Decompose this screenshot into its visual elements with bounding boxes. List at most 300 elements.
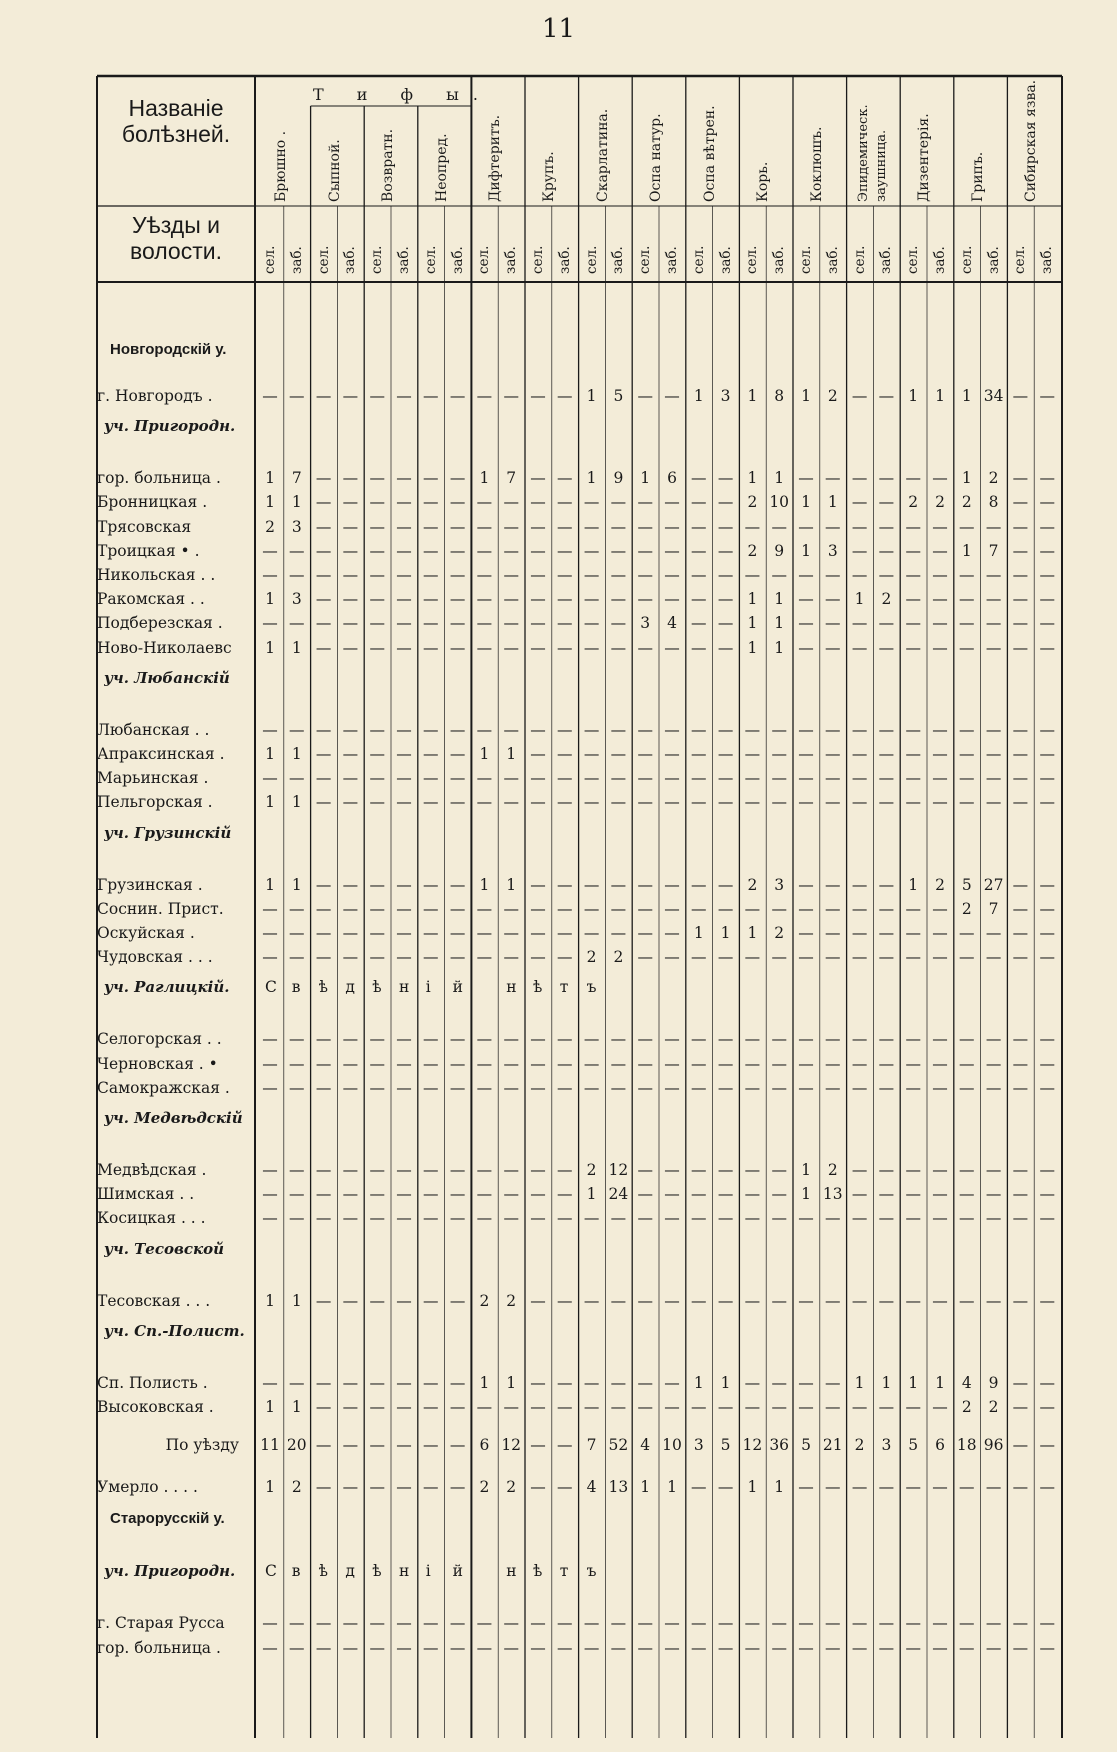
table-cell: —	[610, 1054, 627, 1073]
table-cell: —	[691, 1054, 707, 1073]
table-cell: —	[1039, 541, 1055, 560]
table-cell: —	[664, 638, 680, 657]
table-cell: —	[664, 590, 680, 609]
table-cell: —	[342, 493, 359, 512]
table-cell: —	[851, 517, 868, 536]
table-cell: —	[798, 924, 814, 942]
table-cell: —	[985, 1478, 1002, 1497]
table-cell: —	[289, 614, 305, 633]
table-cell: —	[557, 745, 573, 763]
row-label: Черновская . •	[97, 1054, 218, 1073]
row-label: Соснин. Прист.	[97, 899, 224, 918]
table-cell: 10	[662, 1436, 682, 1455]
table-cell: —	[423, 541, 439, 560]
table-cell: —	[664, 899, 680, 918]
table-cell: 7	[988, 899, 999, 918]
table-cell: —	[423, 899, 439, 918]
table-cell: —	[959, 793, 975, 812]
table-cell: —	[342, 720, 359, 739]
table-cell: —	[342, 638, 359, 657]
table-cell: —	[530, 469, 546, 488]
table-cell: —	[262, 720, 278, 739]
table-cell: —	[503, 720, 519, 739]
table-cell: —	[557, 769, 573, 788]
table-cell: —	[262, 1614, 278, 1633]
table-cell: —	[959, 1185, 975, 1204]
table-cell: —	[342, 387, 359, 405]
table-cell: —	[557, 1161, 573, 1179]
table-cell: —	[798, 1614, 814, 1633]
table-cell: —	[717, 948, 734, 967]
table-cell: —	[530, 924, 546, 942]
table-cell: —	[610, 1291, 627, 1310]
table-cell: —	[530, 1291, 546, 1310]
table-cell: —	[503, 769, 519, 788]
table-cell: 27	[983, 875, 1004, 894]
table-cell: 1	[265, 745, 275, 763]
table-cell: —	[637, 1291, 653, 1310]
table-cell: —	[503, 566, 519, 584]
table-cell: —	[798, 1209, 814, 1228]
table-cell: —	[557, 1185, 573, 1204]
table-cell: —	[932, 1030, 948, 1049]
table-cell: 7	[506, 469, 517, 488]
subcol-header-sel: сел.	[958, 245, 975, 274]
table-cell: —	[932, 720, 948, 739]
table-cell: —	[851, 1398, 868, 1416]
table-cell: 1	[774, 638, 785, 657]
table-cell: —	[905, 1614, 921, 1633]
table-cell: 8	[988, 493, 999, 512]
table-cell: 2	[961, 493, 972, 512]
table-cell: —	[959, 720, 975, 739]
table-cell: —	[396, 541, 412, 560]
table-cell: —	[878, 566, 895, 584]
table-cell: —	[557, 590, 573, 609]
table-cell: —	[315, 1373, 332, 1392]
table-cell: —	[985, 590, 1002, 609]
table-cell: —	[557, 566, 573, 584]
table-cell: —	[771, 1373, 787, 1392]
table-cell: —	[530, 566, 546, 584]
table-cell: —	[369, 1638, 385, 1657]
table-cell: —	[369, 387, 385, 405]
table-cell: —	[691, 1161, 707, 1179]
table-cell: —	[449, 1614, 466, 1633]
table-cell: —	[315, 590, 332, 609]
table-cell: —	[557, 720, 573, 739]
table-cell: —	[905, 1078, 921, 1097]
table-cell: —	[691, 899, 707, 918]
table-cell: —	[878, 875, 895, 894]
no-data-banner-letter: ѣ	[533, 1562, 543, 1581]
table-cell: —	[664, 1614, 680, 1633]
table-cell: —	[825, 638, 841, 657]
table-cell: —	[798, 769, 814, 788]
table-cell: —	[905, 1209, 921, 1228]
table-cell: 3	[693, 1436, 704, 1455]
subcol-header-zab: заб.	[771, 246, 788, 274]
table-cell: —	[583, 1209, 600, 1228]
table-cell: —	[1039, 1614, 1055, 1633]
table-cell: —	[369, 614, 385, 633]
subcol-header-zab: заб.	[824, 246, 841, 274]
table-cell: —	[664, 769, 680, 788]
no-data-banner-letter: С	[265, 1562, 277, 1581]
table-cell: —	[342, 948, 359, 967]
table-cell: —	[476, 493, 493, 512]
table-cell: 2	[881, 590, 892, 609]
table-cell: —	[449, 793, 466, 812]
table-cell: —	[717, 875, 734, 894]
section-heading: уч. Медвѣдскій	[104, 1109, 243, 1127]
no-data-banner-letter: н	[506, 978, 517, 997]
table-cell: —	[851, 1291, 868, 1310]
table-cell: —	[530, 614, 546, 633]
table-cell: —	[878, 614, 895, 633]
table-cell: —	[637, 769, 653, 788]
table-cell: —	[717, 769, 734, 788]
table-cell: —	[1039, 1209, 1055, 1228]
table-cell: 1	[291, 1291, 302, 1310]
subcol-header-zab: заб.	[717, 246, 734, 274]
table-cell: —	[530, 875, 546, 894]
table-cell: —	[664, 1030, 680, 1049]
table-cell: 5	[613, 387, 624, 405]
table-cell: —	[905, 517, 921, 536]
table-cell: —	[476, 769, 493, 788]
table-cell: —	[744, 1161, 761, 1179]
row-label: Шимская . .	[97, 1185, 195, 1204]
subcol-header-zab: заб.	[878, 246, 895, 274]
table-cell: 96	[983, 1436, 1004, 1455]
no-data-banner-letter: С	[265, 978, 277, 997]
table-cell: —	[583, 875, 600, 894]
no-data-banner-letter: д	[345, 978, 355, 997]
table-cell: —	[1039, 1398, 1055, 1416]
table-cell: —	[985, 948, 1002, 967]
table-cell: —	[985, 1614, 1002, 1633]
table-cell: —	[476, 1030, 493, 1049]
total-row-label: По уѣзду	[165, 1436, 239, 1455]
table-cell: —	[691, 517, 707, 536]
disease-header: Дифтеритъ.	[487, 114, 504, 202]
table-cell: —	[959, 924, 975, 942]
table-cell: 2	[506, 1478, 517, 1497]
section-heading: уч. Пригородн.	[104, 1562, 236, 1581]
table-cell: —	[342, 541, 359, 560]
table-cell: 6	[479, 1436, 490, 1455]
table-cell: —	[1039, 493, 1055, 512]
table-cell: 1	[586, 1185, 597, 1204]
table-cell: —	[610, 566, 627, 584]
no-data-banner-letter: і	[425, 978, 431, 997]
table-cell: —	[717, 1054, 734, 1073]
table-cell: —	[985, 614, 1002, 633]
disease-header: Сибирская язва.	[1023, 79, 1040, 202]
table-cell: —	[798, 875, 814, 894]
table-cell: 1	[586, 469, 597, 488]
table-cell: —	[1012, 720, 1029, 739]
table-cell: 6	[935, 1436, 945, 1455]
table-cell: 7	[291, 469, 302, 488]
table-cell: —	[691, 1209, 707, 1228]
table-cell: —	[530, 1030, 546, 1049]
table-cell: —	[557, 387, 573, 405]
table-cell: —	[744, 1373, 761, 1392]
table-cell: 1	[640, 1478, 651, 1497]
table-cell: —	[610, 1614, 627, 1633]
table-cell: —	[557, 1054, 573, 1073]
table-cell: —	[851, 793, 868, 812]
table-cell: —	[476, 590, 493, 609]
table-cell: —	[959, 1209, 975, 1228]
table-cell: —	[637, 493, 653, 512]
table-cell: —	[691, 469, 707, 488]
table-cell: —	[315, 745, 332, 763]
table-cell: —	[530, 517, 546, 536]
subcol-header-zab: заб.	[342, 246, 359, 274]
table-cell: 1	[640, 469, 651, 488]
subcol-header-sel: сел.	[905, 245, 922, 274]
table-cell: —	[825, 590, 841, 609]
table-cell: —	[985, 566, 1002, 584]
disease-header: Скарлатина.	[594, 108, 611, 202]
table-cell: —	[583, 566, 600, 584]
table-cell: —	[342, 793, 359, 812]
table-cell: —	[423, 1398, 439, 1416]
table-cell: —	[369, 566, 385, 584]
table-cell: —	[583, 517, 600, 536]
no-data-banner-letter: й	[452, 978, 463, 997]
table-cell: —	[557, 1291, 573, 1310]
table-cell: —	[449, 1209, 466, 1228]
table-cell: —	[771, 1398, 787, 1416]
table-cell: 3	[827, 541, 838, 560]
table-cell: —	[664, 793, 680, 812]
table-cell: —	[396, 493, 412, 512]
table-cell: —	[342, 875, 359, 894]
table-cell: —	[583, 541, 600, 560]
table-cell: —	[557, 1030, 573, 1049]
table-cell: —	[717, 517, 734, 536]
table-cell: —	[1012, 1291, 1029, 1310]
table-cell: —	[342, 1373, 359, 1392]
table-cell: 3	[881, 1436, 892, 1455]
table-cell: —	[342, 517, 359, 536]
table-cell: 7	[586, 1436, 597, 1455]
table-cell: 1	[586, 387, 597, 405]
table-cell: —	[476, 1638, 493, 1657]
table-cell: —	[583, 1614, 600, 1633]
table-cell: —	[825, 769, 841, 788]
table-cell: —	[771, 1078, 787, 1097]
table-cell: —	[530, 1185, 546, 1204]
table-cell: —	[610, 720, 627, 739]
table-cell: —	[449, 1054, 466, 1073]
table-cell: 3	[640, 614, 651, 633]
table-cell: —	[610, 590, 627, 609]
table-cell: —	[878, 948, 895, 967]
table-cell: 1	[265, 875, 275, 894]
table-cell: 4	[667, 614, 677, 633]
table-cell: —	[851, 875, 868, 894]
section-heading: уч. Тесовской	[104, 1239, 225, 1258]
table-cell: —	[315, 1078, 332, 1097]
table-cell: —	[664, 387, 680, 405]
header-title: Названіе болѣзней.	[121, 95, 231, 147]
table-cell: —	[825, 517, 841, 536]
typhus-group-header: Т и ф ы.	[313, 85, 492, 104]
table-cell: —	[530, 745, 546, 763]
table-cell: —	[851, 745, 868, 763]
subcol-header-sel: сел.	[262, 245, 278, 274]
table-cell: —	[423, 1185, 439, 1204]
table-cell: —	[396, 1161, 412, 1179]
table-cell: —	[717, 566, 734, 584]
table-cell: —	[798, 745, 814, 763]
table-cell: —	[959, 1291, 975, 1310]
table-cell: —	[932, 1161, 948, 1179]
table-cell: —	[1012, 638, 1029, 657]
table-cell: —	[530, 899, 546, 918]
table-cell: —	[289, 1209, 305, 1228]
table-cell: —	[851, 541, 868, 560]
table-cell: —	[959, 517, 975, 536]
table-cell: —	[423, 1638, 439, 1657]
table-cell: —	[1039, 1478, 1055, 1497]
table-cell: 1	[265, 1478, 275, 1497]
table-cell: —	[717, 1478, 734, 1497]
table-cell: —	[423, 469, 439, 488]
table-cell: —	[878, 745, 895, 763]
table-cell: —	[637, 1373, 653, 1392]
table-cell: 1	[291, 875, 302, 894]
no-data-banner-letter: т	[559, 978, 569, 997]
table-cell: —	[423, 745, 439, 763]
table-cell: —	[798, 638, 814, 657]
table-cell: —	[342, 1161, 359, 1179]
no-data-banner-letter: й	[452, 1562, 463, 1581]
table-cell: —	[396, 1054, 412, 1073]
table-cell: —	[449, 517, 466, 536]
table-cell: —	[423, 875, 439, 894]
table-cell: —	[932, 469, 948, 488]
table-cell: —	[932, 924, 948, 942]
table-cell: —	[717, 1185, 734, 1204]
table-cell: —	[744, 769, 761, 788]
table-cell: 1	[291, 1398, 302, 1416]
table-cell: 1	[479, 469, 490, 488]
table-cell: 52	[608, 1436, 629, 1455]
table-cell: 2	[747, 541, 758, 560]
table-cell: —	[959, 1030, 975, 1049]
table-cell: 1	[291, 745, 302, 763]
table-cell: —	[342, 745, 359, 763]
table-cell: —	[1039, 590, 1055, 609]
table-cell: —	[851, 387, 868, 405]
table-cell: —	[1039, 517, 1055, 536]
table-cell: —	[396, 1638, 412, 1657]
table-cell: —	[1012, 1478, 1029, 1497]
table-cell: —	[423, 1291, 439, 1310]
row-label: Подберезская .	[97, 614, 223, 633]
table-cell: —	[396, 1398, 412, 1416]
table-cell: —	[449, 745, 466, 763]
table-cell: —	[664, 1373, 680, 1392]
table-cell: —	[1039, 745, 1055, 763]
table-cell: —	[851, 566, 868, 584]
table-cell: —	[985, 638, 1002, 657]
table-cell: —	[289, 769, 305, 788]
table-cell: —	[315, 1638, 332, 1657]
table-cell: —	[825, 1291, 841, 1310]
row-label: Тесовская . . .	[97, 1291, 211, 1310]
table-cell: —	[315, 720, 332, 739]
no-data-banner-letter: ѣ	[318, 978, 328, 997]
table-cell: —	[932, 1638, 948, 1657]
table-cell: —	[449, 1436, 466, 1455]
table-cell: —	[530, 1373, 546, 1392]
table-cell: —	[932, 638, 948, 657]
table-cell: —	[449, 1373, 466, 1392]
table-cell: —	[610, 1209, 627, 1228]
table-cell: 2	[827, 387, 838, 405]
table-cell: —	[717, 590, 734, 609]
table-cell: —	[664, 1398, 680, 1416]
table-cell: —	[959, 566, 975, 584]
table-cell: —	[1012, 793, 1029, 812]
table-cell: 3	[291, 517, 302, 536]
table-cell: —	[557, 614, 573, 633]
table-cell: —	[342, 1209, 359, 1228]
table-cell: —	[396, 745, 412, 763]
subcol-header-zab: заб.	[610, 246, 627, 274]
table-cell: —	[396, 469, 412, 488]
table-cell: —	[530, 769, 546, 788]
table-cell: —	[825, 469, 841, 488]
table-cell: —	[262, 566, 278, 584]
table-cell: —	[932, 899, 948, 918]
disease-header: Грипъ.	[969, 151, 986, 202]
table-cell: 10	[769, 493, 790, 512]
table-cell: —	[423, 614, 439, 633]
table-cell: 1	[506, 745, 517, 763]
table-cell: —	[771, 1291, 787, 1310]
table-cell: —	[369, 469, 385, 488]
table-cell: —	[771, 745, 787, 763]
table-cell: —	[530, 541, 546, 560]
table-cell: —	[610, 793, 627, 812]
table-cell: —	[959, 638, 975, 657]
table-cell: —	[825, 1030, 841, 1049]
table-cell: —	[610, 899, 627, 918]
table-cell: 1	[265, 493, 275, 512]
table-cell: —	[717, 614, 734, 633]
table-cell: —	[369, 1614, 385, 1633]
table-cell: —	[959, 614, 975, 633]
table-cell: —	[476, 1209, 493, 1228]
table-cell: —	[1039, 1030, 1055, 1049]
table-cell: —	[449, 1078, 466, 1097]
subcol-header-sel: сел.	[530, 245, 546, 274]
table-cell: —	[423, 1209, 439, 1228]
table-cell: —	[423, 493, 439, 512]
table-cell: —	[851, 948, 868, 967]
table-cell: —	[664, 1161, 680, 1179]
table-cell: 1	[854, 590, 865, 609]
table-cell: 1	[265, 1291, 275, 1310]
